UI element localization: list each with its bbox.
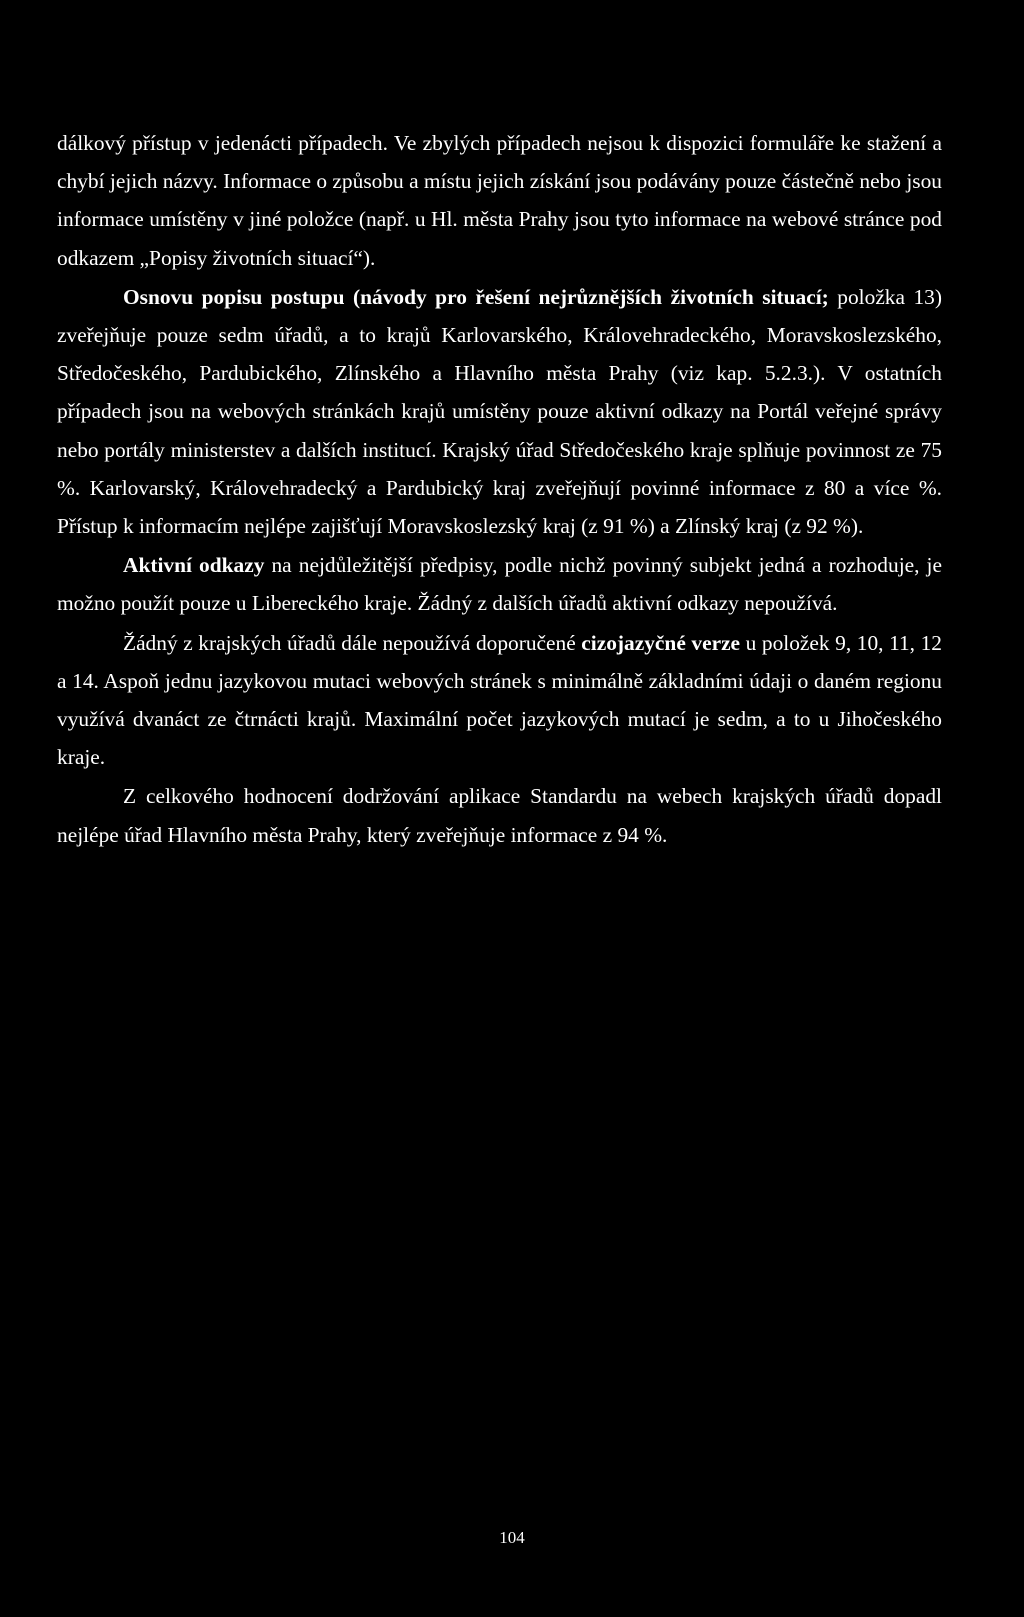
page-number: 104 — [499, 1528, 525, 1547]
paragraph-active-links — [57, 546, 942, 622]
paragraph-text: dálkový přístup v jedenácti případech. Ve zbylých případech nejsou k dispozici formuláře ke stažení a chybí jejich názvy. Informace o způsobu a místu jejich získání jsou podávány pouze částečně nebo jsou informace umístěny v jiné položce (např. u Hl. města Prahy jsou tyto informace na webové stránce pod odkazem „Popisy životních situací“). — [57, 131, 942, 270]
bold-term: Aktivní odkazy — [123, 553, 265, 578]
paragraph-text: Z celkového hodnocení dodržování aplikace Standardu na webech krajských úřadů dopadl nejlépe úřad Hlavního města Prahy, který zveřejňuje informace z 94 %. — [57, 784, 942, 847]
paragraph-text: u položek 9, 10, 11, 12 a 14. Aspoň jednu jazykovou mutaci webových stránek s minimálně základními údaji o daném regionu využívá dvanáct ze čtrnácti krajů. Maximální počet jazykových mutací je sedm, a to u Jihočeského kraje. — [57, 630, 942, 770]
bold-term: Osnovu popisu postupu (návody pro řešení nejrůznějších životních situací; — [123, 284, 829, 309]
paragraph-text: Žádný z krajských úřadů dále nepoužívá doporučené — [123, 630, 582, 655]
paragraph-overall-evaluation — [57, 777, 942, 853]
paragraph-text: položka 13) zveřejňuje pouze sedm úřadů, a to krajů Karlovarského, Královehradeckého, Moravskoslezského, Středočeského, Pardubického, Zlínského a Hlavního města Prahy (viz kap. 5.2.3.). V ostatních případech jsou na webových stránkách krajů umístěny pouze aktivní odkazy na Portál veřejné správy nebo portály ministerstev a dalších institucí. Krajský úřad Středočeského kraje splňuje povinnost ze 75 %. Karlovarský, Královehradecký a Pardubický kraj zveřejňují povinné informace z 80 a více %. Přístup k informacím nejlépe zajišťují Moravskoslezský kraj (z 91 %) a Zlínský kraj (z 92 %). — [57, 284, 943, 539]
paragraph-foreign-language — [57, 624, 942, 777]
document-body — [57, 124, 942, 854]
paragraph-forms-availability — [57, 124, 942, 277]
paragraph-life-situations — [57, 278, 942, 545]
bold-term: cizojazyčné verze — [581, 630, 741, 655]
paragraph-text: na nejdůležitější předpisy, podle nichž povinný subjekt jedná a rozhoduje, je možno použít pouze u Libereckého kraje. Žádný z dalších úřadů aktivní odkazy nepoužívá. — [57, 553, 942, 616]
